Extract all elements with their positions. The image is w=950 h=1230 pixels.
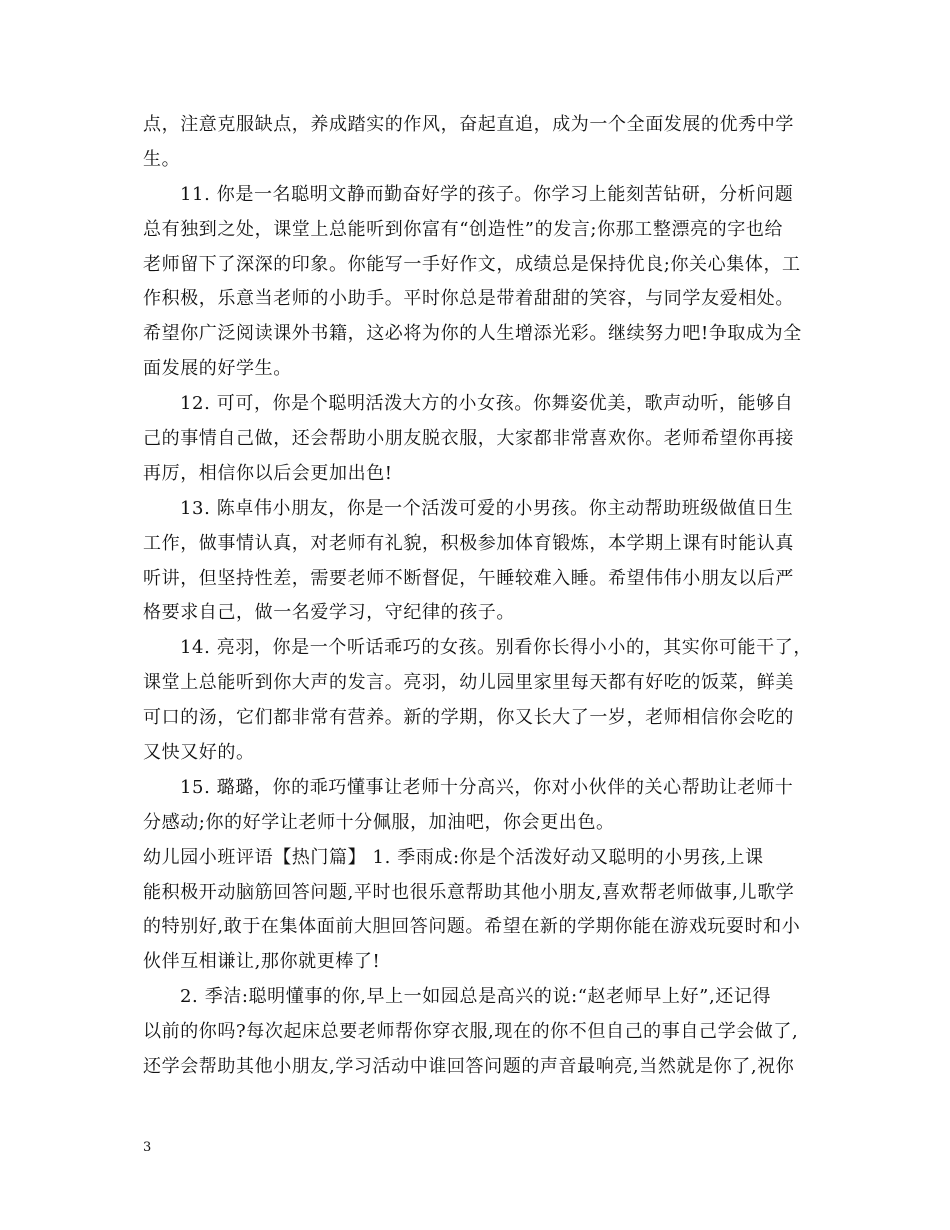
text-line: 老师留下了深深的印象。你能写一手好作文，成绩总是保持优良;你关心集体，工 xyxy=(143,253,801,275)
text-line: 听讲，但坚持性差，需要老师不断督促，午睡较难入睡。希望伟伟小朋友以后严 xyxy=(143,567,794,589)
text-line: 11. 你是一名聪明文静而勤奋好学的孩子。你学习上能刻苦钻研，分析问题 xyxy=(180,183,794,205)
text-line: 还学会帮助其他小朋友,学习活动中谁回答问题的声音最响亮,当然就是你了,祝你 xyxy=(143,1056,795,1078)
text-line: 又快又好的。 xyxy=(143,742,255,764)
text-line: 12. 可可，你是个聪明活泼大方的小女孩。你舞姿优美，歌声动听，能够自 xyxy=(180,393,794,415)
text-line: 2. 季洁:聪明懂事的你,早上一如园总是高兴的说:“赵老师早上好”,还记得 xyxy=(180,986,772,1008)
document-body xyxy=(143,108,813,1085)
text-line: 面发展的好学生。 xyxy=(143,358,292,380)
text-line: 能积极开动脑筋回答问题,平时也很乐意帮助其他小朋友,喜欢帮老师做事,儿歌学 xyxy=(143,881,795,903)
text-line: 工作，做事情认真，对老师有礼貌，积极参加体育锻炼，本学期上课有时能认真 xyxy=(143,532,794,554)
text-line: 再厉，相信你以后会更加出色! xyxy=(143,462,393,484)
text-line: 伙伴互相谦让,那你就更棒了! xyxy=(143,951,381,973)
text-line: 的特别好,敢于在集体面前大胆回答问题。希望在新的学期你能在游戏玩耍时和小 xyxy=(143,916,801,938)
text-line: 总有独到之处，课堂上总能听到你富有“创造性”的发言;你那工整漂亮的字也给 xyxy=(143,218,784,240)
text-line: 14. 亮羽，你是一个听话乖巧的女孩。别看你长得小小的，其实你可能干了， xyxy=(180,637,812,659)
text-line: 生。 xyxy=(143,148,181,170)
text-line: 可口的汤，它们都非常有营养。新的学期，你又长大了一岁，老师相信你会吃的 xyxy=(143,707,794,729)
text-line: 作积极，乐意当老师的小助手。平时你总是带着甜甜的笑容，与同学友爱相处。 xyxy=(143,288,794,310)
text-line: 希望你广泛阅读课外书籍，这必将为你的人生增添光彩。继续努力吧!争取成为全 xyxy=(143,323,802,345)
text-line: 分感动;你的好学让老师十分佩服，加油吧，你会更出色。 xyxy=(143,811,615,833)
text-line: 15. 璐璐，你的乖巧懂事让老师十分高兴，你对小伙伴的关心帮助让老师十 xyxy=(180,776,794,798)
text-line: 课堂上总能听到你大声的发言。亮羽，幼儿园里家里每天都有好吃的饭菜，鲜美 xyxy=(143,672,794,694)
text-line: 点，注意克服缺点，养成踏实的作风，奋起直追，成为一个全面发展的优秀中学 xyxy=(143,114,794,135)
text-line: 以前的你吗?每次起床总要老师帮你穿衣服,现在的你不但自己的事自己学会做了, xyxy=(143,1021,799,1043)
text-line: 格要求自己，做一名爱学习，守纪律的孩子。 xyxy=(143,602,515,624)
text-line: 13. 陈卓伟小朋友，你是一个活泼可爱的小男孩。你主动帮助班级做值日生 xyxy=(180,497,794,519)
text-line: 幼儿园小班评语【热门篇】 1. 季雨成:你是个活泼好动又聪明的小男孩,上课 xyxy=(143,846,764,868)
text-line: 己的事情自己做，还会帮助小朋友脱衣服，大家都非常喜欢你。老师希望你再接 xyxy=(143,428,794,450)
page-number: 3 xyxy=(143,1140,152,1155)
